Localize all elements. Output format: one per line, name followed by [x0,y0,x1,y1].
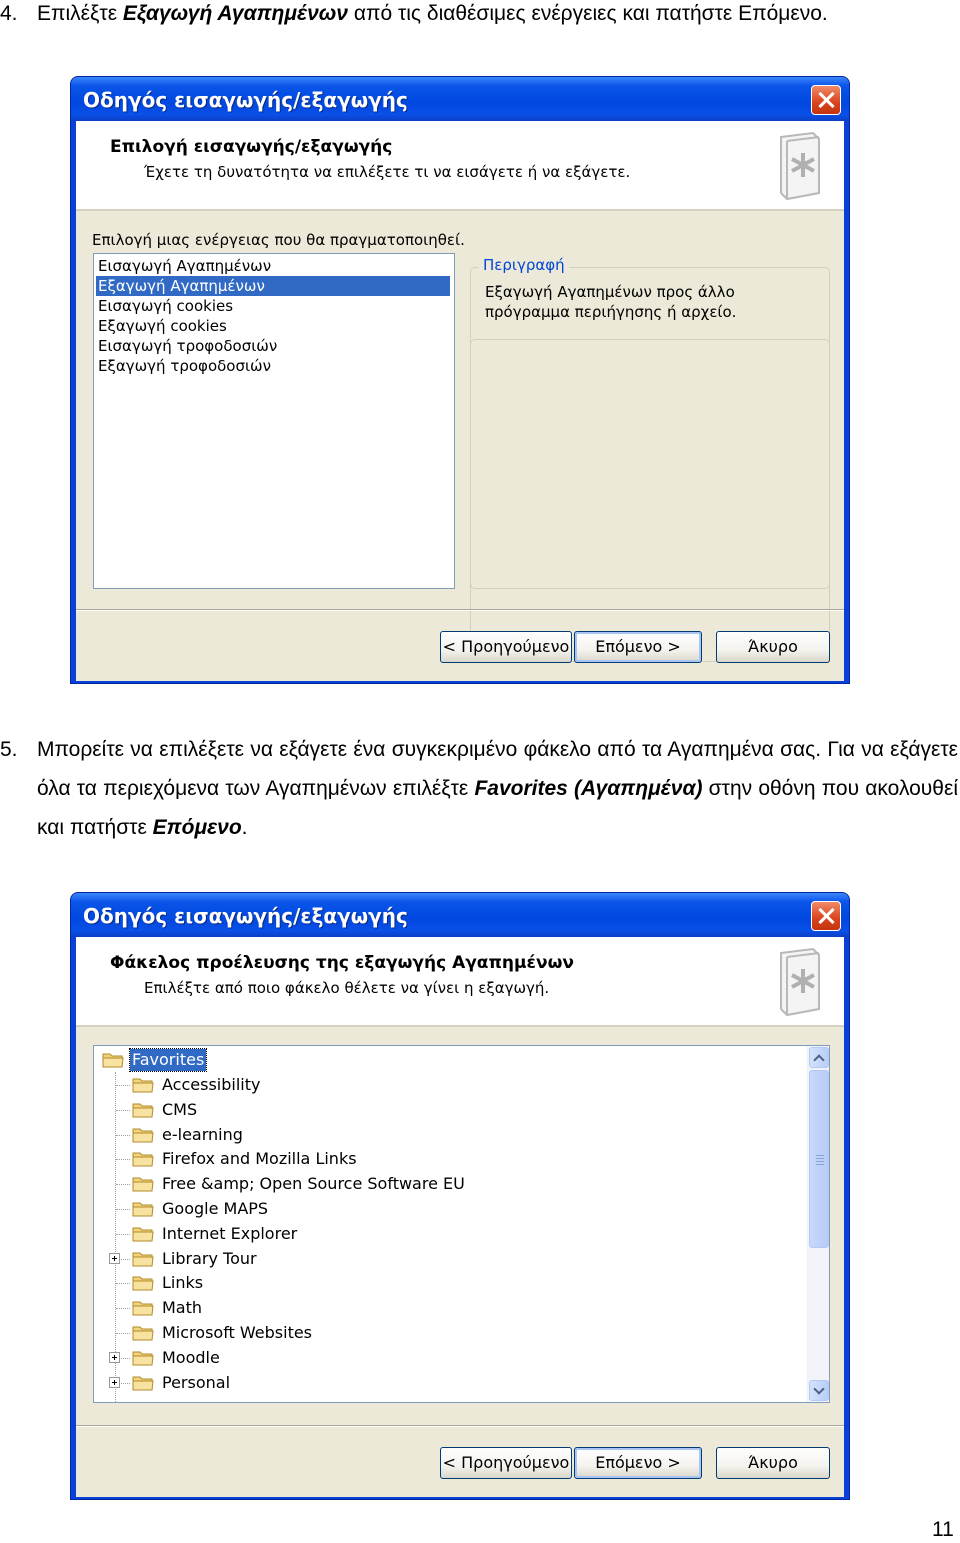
tree-node-label[interactable]: Firefox and Mozilla Links [162,1149,357,1169]
list-item[interactable]: Εισαγωγή τροφοδοσιών [98,337,278,355]
folder-icon [132,1200,154,1217]
step-text [37,730,958,847]
header-subtitle: Επιλέξτε από ποιο φάκελο θέλετε να γίνει η εξαγωγή. [144,979,550,997]
description-text: Εξαγωγή Αγαπημένων προς άλλο πρόγραμμα περιήγησης ή αρχείο. [485,283,737,321]
tree-node-label[interactable]: Internet Explorer [162,1223,298,1243]
folder-icon [132,1225,154,1242]
expand-plus-icon[interactable] [109,1352,120,1363]
list-item[interactable]: Εξαγωγή τροφοδοσιών [98,357,271,375]
tree-node-label[interactable]: CMS [162,1099,198,1119]
step-4-instruction [0,0,960,33]
tree-node-label[interactable]: Links [162,1273,204,1293]
folder-icon [132,1076,154,1093]
wizard-dialog-action [70,76,850,684]
description-groupbox [470,256,830,589]
step-text-bold-favorites: Favorites (Αγαπημένα) [474,777,703,800]
wizard-dialog-folder [70,892,850,1500]
folder-icon [132,1175,154,1192]
header-subtitle: Έχετε τη δυνατότητα να επιλέξετε τι να εισάγετε ή να εξάγετε. [144,163,631,181]
tree-node-label[interactable]: Math [162,1298,203,1318]
tree-line [116,1110,130,1111]
folder-icon [132,1101,154,1118]
button-separator [76,1425,844,1427]
folder-icon [102,1051,124,1068]
cancel-button[interactable]: Άκυρο [716,1447,830,1479]
close-icon[interactable] [811,85,841,115]
tree-node-label[interactable]: Favorites [132,1050,205,1069]
wizard-header [76,121,844,211]
folder-icon [132,1324,154,1341]
folder-icon [132,1374,154,1391]
tree-node-label[interactable]: Personal [162,1372,231,1392]
window-title: Οδηγός εισαγωγής/εξαγωγής [83,904,408,928]
page-number: 11 [932,1518,954,1541]
folder-icon [132,1299,154,1316]
folder-icon [132,1250,154,1267]
action-list-label: Επιλογή μιας ενέργειας που θα πραγματοποιηθεί. [92,231,465,249]
close-icon[interactable] [811,901,841,931]
grip-line [816,1161,824,1162]
tree-node-label[interactable]: Accessibility [162,1075,261,1094]
tree-node-label[interactable]: Moodle [162,1347,220,1367]
expand-plus-icon[interactable] [109,1377,120,1388]
tree-node-label[interactable]: Library Tour [162,1248,257,1268]
tree-node-label[interactable]: Google MAPS [162,1199,269,1218]
scroll-down-button[interactable] [809,1380,829,1401]
grip-line [816,1158,824,1159]
tree-line [116,1308,130,1309]
folder-icon [132,1150,154,1167]
header-title: Επιλογή εισαγωγής/εξαγωγής [110,137,393,157]
cancel-button[interactable]: Άκυρο [716,631,830,663]
dialog-client [76,121,844,681]
back-button[interactable]: < Προηγούμενο [440,631,572,663]
action-listbox[interactable] [93,253,455,589]
step-text-pre: Επιλέξτε [37,2,123,25]
dialog-client [76,937,844,1497]
title-bar [71,893,849,937]
step-text-mid: στην οθόνη που ακολουθεί και πατήστε [37,777,958,839]
back-button[interactable]: < Προηγούμενο [440,1447,572,1479]
expand-plus-icon[interactable] [109,1253,120,1264]
grip-line [816,1155,824,1156]
tree-line [116,1234,130,1235]
next-button[interactable]: Επόμενο > [574,631,702,663]
step-text [37,0,828,33]
folder-tree[interactable] [93,1045,830,1403]
tree-line [116,1159,130,1160]
tree-line [116,1085,130,1086]
step-text-post: . [241,816,248,839]
next-button[interactable]: Επόμενο > [574,1447,702,1479]
title-bar [71,77,849,121]
step-text-bold-next: Επόμενο [152,816,242,839]
wizard-book-icon [773,947,825,1017]
step-text-post: από τις διαθέσιμες ενέργειες και πατήστε Επόμενο. [347,2,828,25]
tree-line [116,1209,130,1210]
button-separator [76,609,844,611]
step-text-pre: Μπορείτε να επιλέξετε να εξάγετε ένα συγκεκριμένο φάκελο από τα Αγαπημένα σας. Για να εξάγετε όλα τα περιεχόμενα των Αγαπημένων επιλέξτε [37,738,958,800]
list-item[interactable]: Εισαγωγή cookies [98,297,234,315]
tree-line [116,1283,130,1284]
list-item[interactable]: Εξαγωγή cookies [98,317,227,335]
folder-icon [132,1349,154,1366]
window-title: Οδηγός εισαγωγής/εξαγωγής [83,88,408,112]
tree-node-label[interactable]: Free &amp; Open Source Software EU [162,1174,465,1194]
tree-line [116,1135,130,1136]
step-number: 4. [0,2,18,25]
tree-line [116,1184,130,1185]
list-item-selected[interactable]: Εξαγωγή Αγαπημένων [96,276,450,296]
vertical-scrollbar[interactable] [807,1046,829,1402]
list-item[interactable]: Εισαγωγή Αγαπημένων [98,257,272,275]
scroll-thumb[interactable] [809,1070,829,1248]
header-title: Φάκελος προέλευσης της εξαγωγής Αγαπημένων [110,953,574,973]
scroll-up-button[interactable] [809,1047,829,1068]
wizard-header [76,937,844,1027]
step-text-bold: Εξαγωγή Αγαπημένων [122,2,348,25]
tree-node-label[interactable]: Microsoft Websites [162,1323,313,1342]
tree-line [116,1333,130,1334]
folder-icon [132,1274,154,1291]
wizard-book-icon [773,131,825,201]
step-number: 5. [0,738,18,761]
step-5-instruction [0,730,960,850]
folder-icon [132,1126,154,1143]
grip-line [816,1164,824,1165]
tree-node-label[interactable]: e-learning [162,1124,243,1144]
description-title: Περιγραφή [479,256,569,274]
